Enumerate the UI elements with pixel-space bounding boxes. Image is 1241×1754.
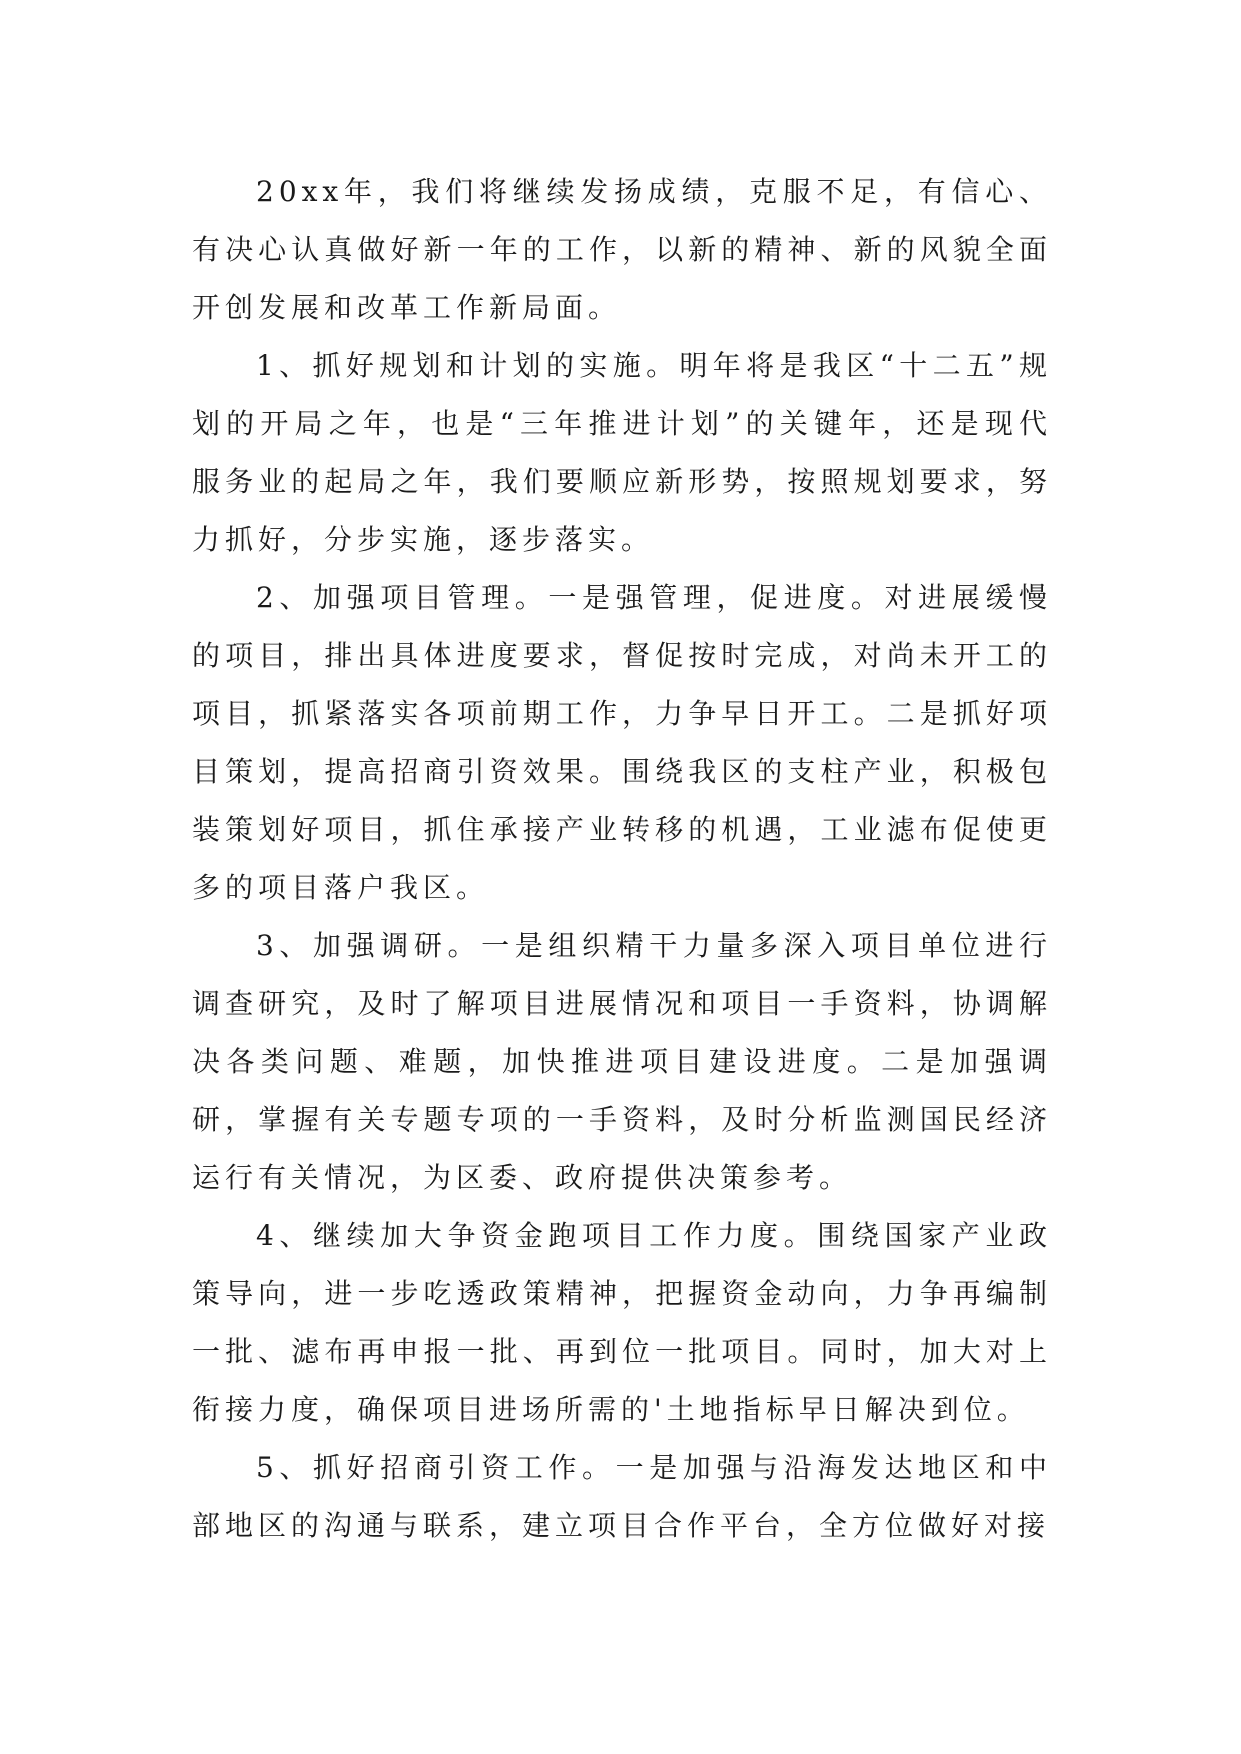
paragraph-intro: 20xx年，我们将继续发扬成绩，克服不足，有信心、有决心认真做好新一年的工作，以新的精神、新的风貌全面开创发展和改革工作新局面。 [192,175,1052,324]
paragraph-item-1: 1、抓好规划和计划的实施。明年将是我区“十二五”规划的开局之年，也是“三年推进计划”的关键年，还是现代服务业的起局之年，我们要顺应新形势，按照规划要求，努力抓好，分步实施，逐步落实。 [192,349,1052,556]
paragraph-item-4: 4、继续加大争资金跑项目工作力度。围绕国家产业政策导向，进一步吃透政策精神，把握资金动向，力争再编制一批、滤布再申报一批、再到位一批项目。同时，加大对上衔接力度，确保项目进场所需的'土地指标早日解决到位。 [192,1219,1052,1426]
paragraph-item-2: 2、加强项目管理。一是强管理，促进度。对进展缓慢的项目，排出具体进度要求，督促按时完成，对尚未开工的项目，抓紧落实各项前期工作，力争早日开工。二是抓好项目策划，提高招商引资效果。围绕我区的支柱产业，积极包装策划好项目，抓住承接产业转移的机遇，工业滤布促使更多的项目落户我区。 [192,581,1052,904]
document-body [192,163,1052,1555]
paragraph-item-3: 3、加强调研。一是组织精干力量多深入项目单位进行调查研究，及时了解项目进展情况和项目一手资料，协调解决各类问题、难题，加快推进项目建设进度。二是加强调研，掌握有关专题专项的一手资料，及时分析监测国民经济运行有关情况，为区委、政府提供决策参考。 [192,929,1052,1194]
paragraph-item-5: 5、抓好招商引资工作。一是加强与沿海发达地区和中部地区的沟通与联系，建立项目合作平台，全方位做好对接 [192,1451,1052,1542]
